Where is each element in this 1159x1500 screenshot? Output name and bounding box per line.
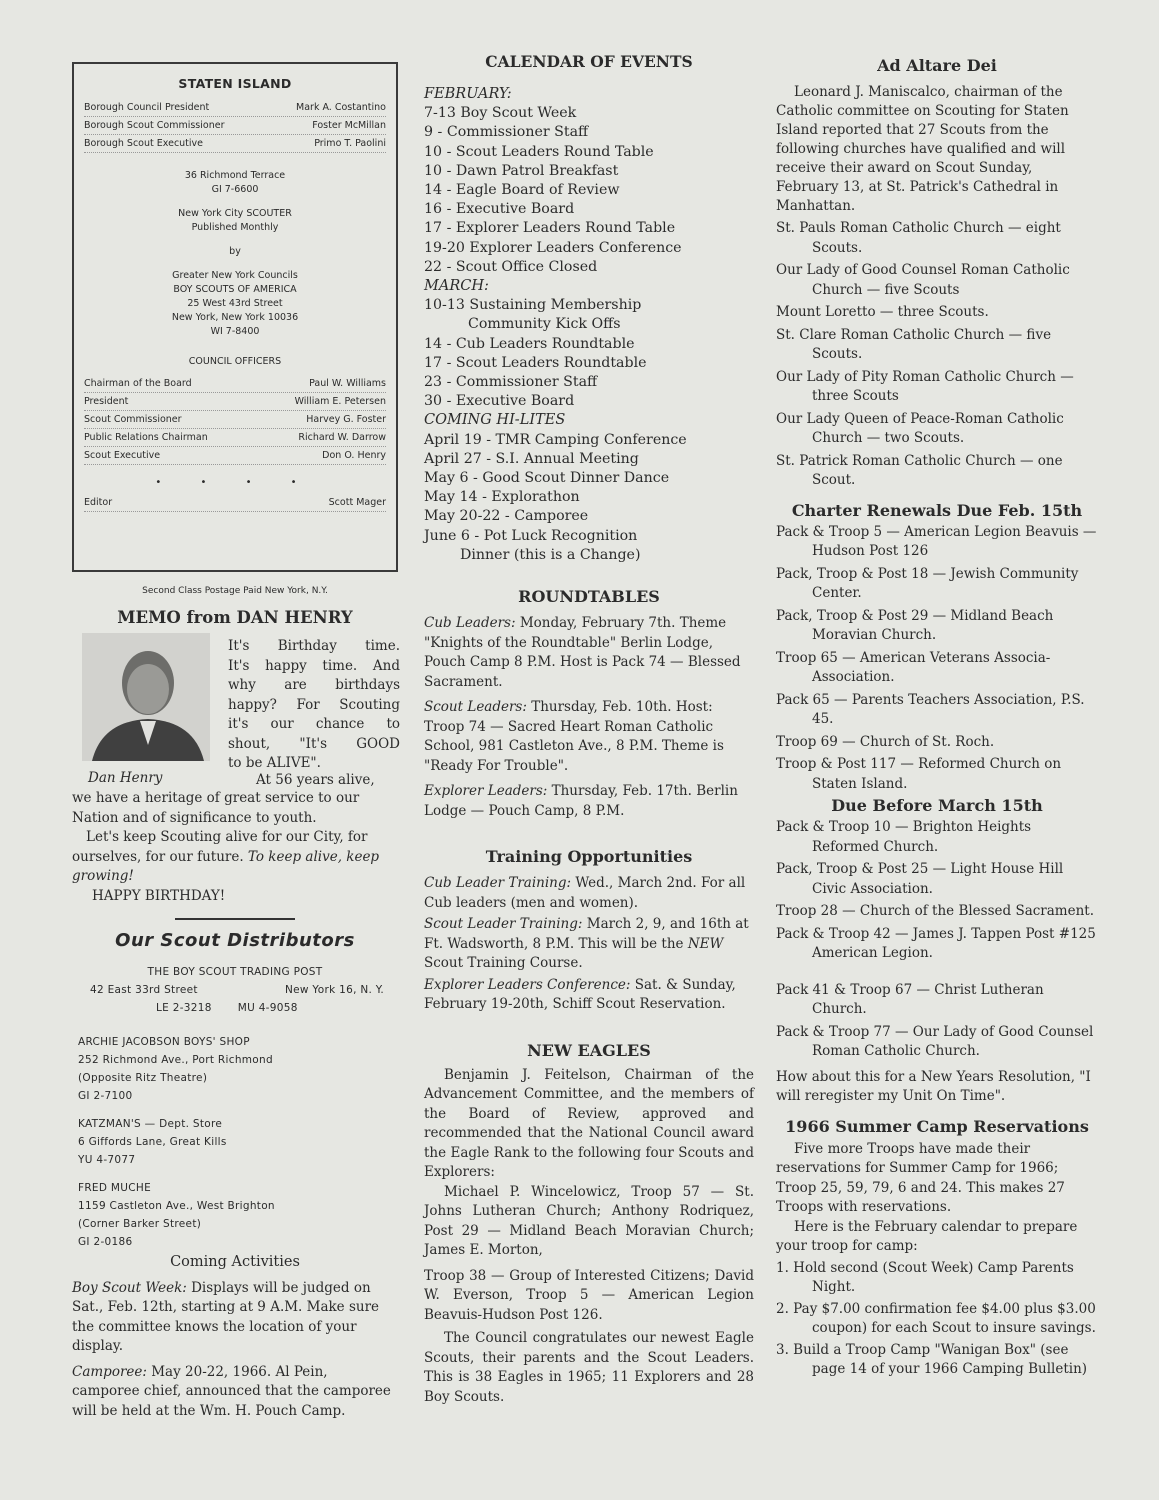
calendar-item: 19-20 Explorer Leaders Conference xyxy=(424,239,682,256)
coming-activities-title: Coming Activities xyxy=(170,1254,300,1270)
roundtable-item xyxy=(424,614,754,692)
camp-step: 2. Pay $7.00 confirmation fee $4.00 plus $3.00 coupon) for each Scout to insure savings. xyxy=(776,1300,1096,1336)
officer-name: Don O. Henry xyxy=(322,450,386,461)
trading-post-phones: LE 2-3218 MU 4-9058 xyxy=(156,1002,298,1014)
memo-line: It's happy time. And xyxy=(228,657,400,674)
altare-item: Our Lady of Good Counsel Roman Catholic Church — five Scouts xyxy=(776,262,1070,298)
altare-item: Mount Loretto — three Scouts. xyxy=(776,304,989,320)
camp-paragraph: Five more Troops have made their reservations for Summer Camp for 1966; Troop 25, 59, 79, 6 and 24. This makes 27 Troops with reservations. xyxy=(776,1140,1065,1215)
calendar-item: 17 - Explorer Leaders Round Table xyxy=(424,220,676,237)
row-value: Primo T. Paolini xyxy=(314,138,386,149)
eagles-paragraph: Benjamin J. Feitelson, Chairman of the Advancement Committee, and the members of the Board of Review, approved and recommended that the National Council award the Eagle Rank to the following four Scouts and Explorers: xyxy=(424,1066,754,1181)
dots-divider: • • • • xyxy=(155,477,315,488)
training-item: Cub Leader Training: Wed., March 2nd. For all Cub leaders (men and women). xyxy=(424,875,746,911)
officer-title: Chairman of the Board xyxy=(84,378,192,389)
coming-item: Camporee: May 20-22, 1966. Al Pein, camporee chief, announced that the camporee will be held at the Wm. H. Pouch Camp. xyxy=(72,1363,391,1419)
charter-item: Pack, Troop & Post 29 — Midland Beach Moravian Church. xyxy=(776,607,1054,643)
masthead-row xyxy=(84,117,386,135)
publication-frequency: Published Monthly xyxy=(191,222,279,233)
officer-title: Scout Commissioner xyxy=(84,414,182,425)
address-phone: GI 7-6600 xyxy=(211,184,259,195)
training-item: Scout Leader Training: March 2, 9, and 16th at Ft. Wadsworth, 8 P.M. This will be the NEW Scout Training Course. xyxy=(424,916,749,972)
memo-line: to be ALIVE". xyxy=(228,755,321,771)
calendar-item: 17 - Scout Leaders Roundtable xyxy=(424,354,647,371)
roundtable-text: Thursday, Feb. 10th. Host: Troop 74 — Sacred Heart Roman Catholic School, 981 Castleton Ave., 8 P.M. Theme is "Ready For Trouble". xyxy=(424,699,724,774)
charter-item: Pack 41 & Troop 67 — Christ Lutheran Church. xyxy=(776,981,1044,1017)
memo-line: happy? For Scouting xyxy=(228,696,400,713)
calendar-item: May 20-22 - Camporee xyxy=(424,508,589,525)
calendar-item: May 6 - Good Scout Dinner Dance xyxy=(424,470,670,487)
memo-paragraph: Let's keep Scouting alive for our City, for ourselves, for our future. To keep alive, keep growing! xyxy=(72,829,380,884)
altare-item: Our Lady of Pity Roman Catholic Church — three Scouts xyxy=(776,368,1074,404)
distributors-title: Our Scout Distributors xyxy=(115,930,355,951)
charter-item: Pack 65 — Parents Teachers Association, P.S. 45. xyxy=(776,691,1085,727)
officer-row xyxy=(84,429,386,447)
hilites-label: COMING HI-LITES xyxy=(424,412,566,429)
roundtable-label: Scout Leaders: xyxy=(424,699,527,716)
calendar-item: 10 - Scout Leaders Round Table xyxy=(424,143,654,160)
officer-title: Public Relations Chairman xyxy=(84,432,208,443)
row-value: Mark A. Costantino xyxy=(296,102,386,113)
altare-item: St. Pauls Roman Catholic Church — eight Scouts. xyxy=(776,220,1061,256)
roundtables-title: ROUNDTABLES xyxy=(518,587,660,607)
altare-intro: Leonard J. Maniscalco, chairman of the Catholic committee on Scouting for Staten Island reported that 27 Scouts from the following churches have qualified and will receive their award on Scout Sunday, February 13, at St. Patrick's Cathedral in Manhattan. xyxy=(776,84,1069,214)
calendar-item: April 19 - TMR Camping Conference xyxy=(424,431,687,448)
calendar-item: Community Kick Offs xyxy=(468,316,621,333)
altare-item: St. Patrick Roman Catholic Church — one Scout. xyxy=(776,452,1063,488)
charter-item: Troop 65 — American Veterans Associa-Association. xyxy=(776,649,1051,685)
charter-item: Troop 69 — Church of St. Roch. xyxy=(776,733,995,750)
org-line: WI 7-8400 xyxy=(210,326,260,337)
editor-label: Editor xyxy=(84,497,113,508)
editor-row xyxy=(84,494,386,512)
calendar-item: 7-13 Boy Scout Week xyxy=(424,105,577,122)
memo-paragraph-start: At 56 years alive, xyxy=(256,772,375,788)
officer-title: President xyxy=(84,396,129,407)
altare-item: St. Clare Roman Catholic Church — five Scouts. xyxy=(776,326,1052,362)
memo-title: MEMO from DAN HENRY xyxy=(117,608,353,627)
masthead-row xyxy=(84,99,386,117)
dan-henry-photo xyxy=(82,633,210,761)
charter-item: Troop 28 — Church of the Blessed Sacrament. xyxy=(776,903,1095,919)
calendar-item: 9 - Commissioner Staff xyxy=(424,124,589,141)
camp-title: 1966 Summer Camp Reservations xyxy=(785,1116,1089,1136)
feb-label: FEBRUARY: xyxy=(424,86,512,102)
editor-name: Scott Mager xyxy=(328,497,386,508)
calendar-item: Dinner (this is a Change) xyxy=(460,546,641,563)
calendar-item: 16 - Executive Board xyxy=(424,201,575,218)
address-line: 36 Richmond Terrace xyxy=(184,170,286,181)
charter-item: Pack & Troop 42 — James J. Tappen Post #125 American Legion. xyxy=(776,925,1096,961)
officer-name: Richard W. Darrow xyxy=(298,432,386,443)
shop-block: ARCHIE JACOBSON BOYS' SHOP 252 Richmond Ave., Port Richmond (Opposite Ritz Theatre) GI 2-7100 xyxy=(78,1036,273,1102)
charter-title-2: Due Before March 15th xyxy=(831,796,1043,815)
camp-step: 1. Hold second (Scout Week) Camp Parents Night. xyxy=(776,1259,1074,1295)
charter-item: Pack & Troop 5 — American Legion Beavuis — Hudson Post 126 xyxy=(776,523,1097,559)
roundtable-text: Thursday, Feb. 17th. Berlin Lodge — Pouch Camp, 8 P.M. xyxy=(424,783,738,819)
calendar-item: 23 - Commissioner Staff xyxy=(424,374,598,391)
charter-item: Pack & Troop 10 — Brighton Heights Reformed Church. xyxy=(776,819,1032,855)
memo-line: why are birthdays xyxy=(228,677,400,693)
org-line: BOY SCOUTS OF AMERICA xyxy=(173,284,297,295)
by-text: by xyxy=(229,246,241,257)
publication-name: New York City SCOUTER xyxy=(178,208,292,219)
row-value: Foster McMillan xyxy=(312,120,386,131)
eagles-paragraph: Michael P. Wincelowicz, Troop 57 — St. Johns Lutheran Church; Anthony Rodriquez, Post 29 — Midland Beach Moravian Church; James E. Morton, xyxy=(424,1183,754,1259)
memo-line: It's Birthday time. xyxy=(228,638,400,654)
calendar-item: 30 - Executive Board xyxy=(424,393,575,410)
coming-item: Boy Scout Week: Displays will be judged on Sat., Feb. 12th, starting at 9 A.M. Make sure the committee knows the location of your display. xyxy=(72,1279,380,1354)
training-title: Training Opportunities xyxy=(485,847,693,867)
eagles-title: NEW EAGLES xyxy=(527,1040,651,1060)
org-line: New York, New York 10036 xyxy=(171,312,299,323)
calendar-item: 14 - Eagle Board of Review xyxy=(424,182,620,199)
masthead-box xyxy=(72,62,398,572)
officer-name: Harvey G. Foster xyxy=(306,414,386,425)
roundtable-label: Cub Leaders: xyxy=(424,615,516,632)
altare-item: Our Lady Queen of Peace-Roman Catholic Church — two Scouts. xyxy=(776,410,1064,446)
trading-post-address: 42 East 33rd Street New York 16, N. Y. xyxy=(90,984,384,996)
calendar-item: 14 - Cub Leaders Roundtable xyxy=(424,335,635,352)
officers-title: COUNCIL OFFICERS xyxy=(188,356,282,367)
calendar-item: June 6 - Pot Luck Recognition xyxy=(424,527,638,544)
roundtable-label: Explorer Leaders: xyxy=(424,783,548,800)
calendar-item: April 27 - S.I. Annual Meeting xyxy=(424,450,639,467)
eagles-paragraph: The Council congratulates our newest Eagle Scouts, their parents and the Scout Leaders. This is 38 Eagles in 1965; 11 Explorers and 28 Boy Scouts. xyxy=(424,1330,754,1405)
charter-item: Pack, Troop & Post 25 — Light House Hill Civic Association. xyxy=(776,861,1064,897)
org-line: 25 West 43rd Street xyxy=(187,298,283,309)
calendar-item: May 14 - Explorathon xyxy=(424,489,580,506)
officer-row xyxy=(84,411,386,429)
altare-title: Ad Altare Dei xyxy=(877,56,997,75)
officer-title: Scout Executive xyxy=(84,450,161,461)
calendar-item: 10-13 Sustaining Membership xyxy=(424,297,642,314)
postage-note: Second Class Postage Paid New York, N.Y. xyxy=(142,586,328,596)
calendar-item: 22 - Scout Office Closed xyxy=(424,258,598,275)
calendar-item: 10 - Dawn Patrol Breakfast xyxy=(424,162,619,179)
row-label: Borough Scout Executive xyxy=(84,138,204,149)
charter-closing: How about this for a New Years Resolution, "I will reregister my Unit On Time". xyxy=(776,1068,1091,1104)
charter-item: Pack, Troop & Post 18 — Jewish Community Center. xyxy=(776,565,1079,601)
memo-closing: HAPPY BIRTHDAY! xyxy=(92,887,226,904)
camp-paragraph: Here is the February calendar to prepare your troop for camp: xyxy=(776,1218,1078,1254)
officer-row xyxy=(84,447,386,465)
training-item: Explorer Leaders Conference: Sat. & Sunday, February 19-20th, Schiff Scout Reservation. xyxy=(424,976,736,1013)
camp-step: 3. Build a Troop Camp "Wanigan Box" (see page 14 of your 1966 Camping Bulletin) xyxy=(776,1341,1088,1377)
memo-line: shout, "It's GOOD xyxy=(228,735,400,752)
charter-item: Pack & Troop 77 — Our Lady of Good Counsel Roman Catholic Church. xyxy=(776,1023,1094,1059)
row-label: Borough Council President xyxy=(84,102,210,113)
shop-block: KATZMAN'S — Dept. Store 6 Giffords Lane, Great Kills YU 4-7077 xyxy=(78,1118,227,1166)
trading-post-name: THE BOY SCOUT TRADING POST xyxy=(147,966,323,978)
divider xyxy=(175,918,295,920)
officer-name: Paul W. Williams xyxy=(309,378,386,389)
shop-block: FRED MUCHE 1159 Castleton Ave., West Brighton (Corner Barker Street) GI 2-0186 xyxy=(78,1182,275,1248)
mar-label: MARCH: xyxy=(424,278,489,295)
photo-caption: Dan Henry xyxy=(88,770,163,786)
masthead-title: STATEN ISLAND xyxy=(178,76,292,91)
masthead-row xyxy=(84,135,386,153)
officer-row xyxy=(84,375,386,393)
roundtable-item xyxy=(424,782,754,821)
roundtable-text: Monday, February 7th. Theme "Knights of the Roundtable" Berlin Lodge, Pouch Camp 8 P.M. Host is Pack 74 — Blessed Sacrament. xyxy=(424,615,741,690)
row-label: Borough Scout Commissioner xyxy=(84,120,225,131)
officer-row xyxy=(84,393,386,411)
eagles-paragraph: Troop 38 — Group of Interested Citizens; David W. Everson, Troop 5 — American Legion Beavuis-Hudson Post 126. xyxy=(424,1267,754,1323)
memo-line: it's our chance to xyxy=(228,716,400,732)
memo-paragraph: we have a heritage of great service to our Nation and of significance to youth. xyxy=(72,790,360,826)
charter-item: Troop & Post 117 — Reformed Church on Staten Island. xyxy=(776,756,1062,792)
officer-name: William E. Petersen xyxy=(294,396,386,407)
org-line: Greater New York Councils xyxy=(172,270,298,281)
roundtable-item xyxy=(424,698,754,776)
calendar-title: CALENDAR OF EVENTS xyxy=(485,52,693,71)
charter-title: Charter Renewals Due Feb. 15th xyxy=(791,500,1083,520)
